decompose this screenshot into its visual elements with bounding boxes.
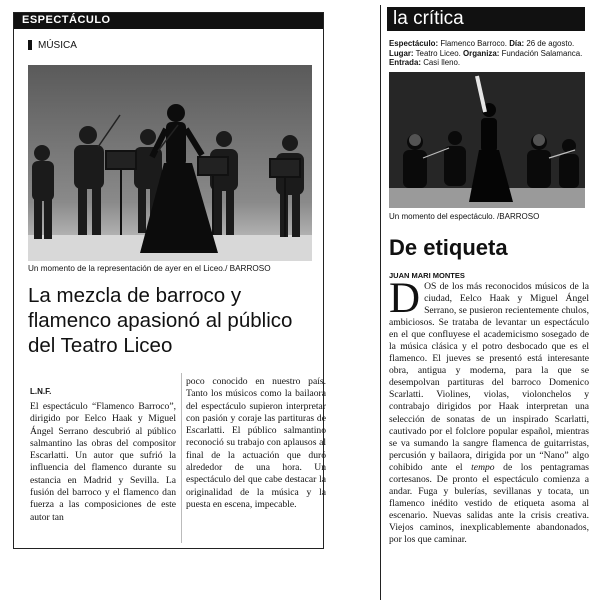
- article-headline: La mezcla de barroco y flamenco apasionó al público del Teatro Liceo: [28, 284, 293, 357]
- event-info-line-1: [389, 39, 589, 49]
- subsection-label: [28, 39, 323, 51]
- value-organiza: Fundación Salamanca.: [501, 48, 583, 58]
- photo-caption: Un momento de la representación de ayer en el Liceo./ BARROSO: [28, 264, 271, 273]
- label-espectaculo: Espectáculo:: [389, 39, 439, 48]
- label-lugar: Lugar:: [389, 48, 414, 58]
- right-clipping: [380, 5, 590, 600]
- drop-cap: D: [389, 275, 421, 322]
- review-body-part-1: OS de los más reconocidos músicos de la ciudad, Eelco Haak y Miguel Ángel Serrano, se pusieron recientemente chulos, ambiciosos. Se trataba de levantar un espectáculo en el que confluyese el academicismo sosegado de la música clásica y el potro desbocado que es el flamenco. El jueves se presentó está interesante obra, antigua y moderna, para la que se desempolvan partituras del barroco Domenico Scarlatti. Violines, violas, violonchelos y contrabajo dirigidos por Haak interpretan una selección de sonatas de un inspirado Scarlatti, cautivado por el folclore popular español, mientras se va sumando la sangre flamenca de guitarristas, percusión y bailaora, dirigida por un “Nano” algo cohibido ante el: [389, 281, 589, 473]
- concert-photo-illustration: [28, 65, 312, 261]
- event-info-line-2: [389, 49, 589, 59]
- section-bar: ESPECTÁCULO: [14, 13, 323, 29]
- byline: L.N.F.: [30, 387, 52, 396]
- dancer-photo-illustration: [389, 72, 585, 208]
- article-column-2: poco conocido en nuestro país. Tanto los músicos como la bailaora del espectáculo supieron interpretar con pasión y coraje las partituras de Escarlatti. El público salmantino reconoció su trabajo con aplausos al final de la actuación que duró alrededor de una hora. Un espectáculo del que cabe destacar la originalidad de la música y la puesta en escena, impecable.: [186, 376, 326, 510]
- label-organiza: Organiza:: [463, 48, 500, 58]
- review-byline: JUAN MARI MONTES: [389, 271, 465, 280]
- value-entrada: Casi lleno.: [423, 58, 461, 68]
- value-dia: 26 de agosto.: [526, 39, 575, 48]
- subsection-text: MÚSICA: [38, 39, 77, 51]
- photo-caption-right: Un momento del espectáculo. /BARROSO: [389, 212, 540, 221]
- label-entrada: Entrada:: [389, 58, 422, 68]
- event-info: [389, 39, 589, 68]
- label-dia: Día:: [509, 39, 525, 48]
- review-body-part-2: de los pentagramas cortesanos. De pronto el espectáculo comienza a andar. Fuga y bulerías, sevillanas y tocata, un flamenco inédito vestido de etiqueta asoma al escenario. Nuevas salidas ante la crisis creativa. Viejos caminos, inexplicablemente abandonados, por los que caminar.: [389, 461, 589, 545]
- left-clipping: [13, 12, 324, 549]
- value-espectaculo: Flamenco Barroco.: [440, 39, 507, 48]
- subsection-marker-icon: [28, 40, 32, 50]
- article-column-1: El espectáculo “Flamenco Barroco”, dirigido por Eelco Haak y Miguel Ángel Serrano descubrió al público salmantino las obras del compositor Escarlatti. Un autor que sufrió la influencia del flamenco durante su estancia en Madrid y Sevilla. La fusión del barroco y el flamenco dan fuerza a las composiciones de este autor tan: [30, 401, 176, 523]
- review-title: De etiqueta: [389, 235, 508, 260]
- concert-photo: [28, 65, 312, 261]
- dancer-photo: [389, 72, 585, 208]
- review-body-italic: tempo: [471, 461, 495, 473]
- section-bar-critica: la crítica: [387, 7, 585, 31]
- value-lugar: Teatro Liceo.: [415, 48, 461, 58]
- column-divider: [181, 373, 182, 543]
- event-info-line-3: [389, 58, 589, 68]
